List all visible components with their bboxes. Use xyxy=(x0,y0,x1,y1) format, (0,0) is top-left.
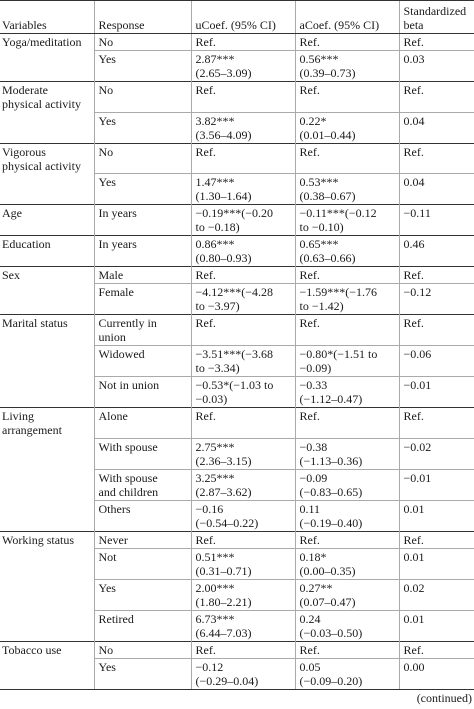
table-row xyxy=(0,143,474,174)
ucoef-cell: Ref. xyxy=(191,315,295,346)
ucoef-cell: Ref. xyxy=(191,531,295,548)
ucoef-cell: Ref. xyxy=(191,267,295,284)
acoef-cell: Ref. xyxy=(295,408,399,439)
beta-cell: −0.01 xyxy=(399,469,474,500)
table-row xyxy=(0,641,474,658)
response-cell: Yes xyxy=(94,579,191,610)
ucoef-cell: −0.53*(−1.03 to −0.03) xyxy=(191,377,295,408)
header-ucoef: uCoef. (95% CI) xyxy=(191,1,295,34)
ucoef-cell: 3.25*** (2.87–3.62) xyxy=(191,469,295,500)
response-cell: No xyxy=(94,82,191,113)
variable-cell xyxy=(0,658,94,689)
table-row xyxy=(0,267,474,284)
table-row xyxy=(0,548,474,579)
variable-cell xyxy=(0,610,94,641)
variable-cell: Yoga/meditation xyxy=(0,34,94,51)
ucoef-cell: Ref. xyxy=(191,408,295,439)
table-row xyxy=(0,205,474,236)
continued-note: (continued) xyxy=(416,691,472,705)
table-row xyxy=(0,112,474,143)
beta-cell: 0.01 xyxy=(399,500,474,531)
response-cell: Yes xyxy=(94,658,191,689)
ucoef-cell: −0.16 (−0.54–0.22) xyxy=(191,500,295,531)
variable-cell xyxy=(0,438,94,469)
table-row xyxy=(0,346,474,377)
ucoef-cell: −0.19***(−0.20 to −0.18) xyxy=(191,205,295,236)
variable-cell xyxy=(0,469,94,500)
ucoef-cell: −4.12***(−4.28 to −3.97) xyxy=(191,284,295,315)
beta-cell: 0.04 xyxy=(399,174,474,205)
ucoef-cell: −0.12 (−0.29–0.04) xyxy=(191,658,295,689)
beta-cell: Ref. xyxy=(399,408,474,439)
table-row xyxy=(0,82,474,113)
variable-cell xyxy=(0,284,94,315)
response-cell: No xyxy=(94,34,191,51)
acoef-cell: Ref. xyxy=(295,315,399,346)
table-row xyxy=(0,531,474,548)
variable-cell xyxy=(0,112,94,143)
beta-cell: Ref. xyxy=(399,267,474,284)
response-cell: Yes xyxy=(94,112,191,143)
ucoef-cell: 2.00*** (1.80–2.21) xyxy=(191,579,295,610)
acoef-cell: Ref. xyxy=(295,82,399,113)
variable-cell: Vigorous physical activity xyxy=(0,143,94,174)
acoef-cell: Ref. xyxy=(295,531,399,548)
variable-cell: Tobacco use xyxy=(0,641,94,658)
beta-cell: 0.01 xyxy=(399,548,474,579)
beta-cell: −0.02 xyxy=(399,438,474,469)
acoef-cell: 0.22* (0.01–0.44) xyxy=(295,112,399,143)
acoef-cell: 0.24 (−0.03–0.50) xyxy=(295,610,399,641)
response-cell: Yes xyxy=(94,51,191,82)
acoef-cell: −0.38 (−1.13–0.36) xyxy=(295,438,399,469)
acoef-cell: 0.53*** (0.38–0.67) xyxy=(295,174,399,205)
beta-cell: Ref. xyxy=(399,641,474,658)
acoef-cell: 0.05 (−0.09–0.20) xyxy=(295,658,399,689)
beta-cell: 0.00 xyxy=(399,658,474,689)
table-row xyxy=(0,51,474,82)
header-variables: Variables xyxy=(0,1,94,34)
variable-cell: Moderate physical activity xyxy=(0,82,94,113)
table-row xyxy=(0,658,474,689)
variable-cell: Education xyxy=(0,236,94,267)
response-cell: With spouse xyxy=(94,438,191,469)
acoef-cell: −0.09 (−0.83–0.65) xyxy=(295,469,399,500)
header-row xyxy=(0,1,474,34)
ucoef-cell: 2.75*** (2.36–3.15) xyxy=(191,438,295,469)
acoef-cell: −0.80*(−1.51 to −0.09) xyxy=(295,346,399,377)
acoef-cell: Ref. xyxy=(295,267,399,284)
table-row xyxy=(0,579,474,610)
beta-cell: 0.02 xyxy=(399,579,474,610)
response-cell: Widowed xyxy=(94,346,191,377)
table-row xyxy=(0,469,474,500)
acoef-cell: Ref. xyxy=(295,34,399,51)
variable-cell: Marital status xyxy=(0,315,94,346)
response-cell: Yes xyxy=(94,174,191,205)
table-row xyxy=(0,315,474,346)
variable-cell xyxy=(0,377,94,408)
variable-cell: Working status xyxy=(0,531,94,548)
variable-cell xyxy=(0,579,94,610)
variable-cell: Age xyxy=(0,205,94,236)
ucoef-cell: −3.51***(−3.68 to −3.34) xyxy=(191,346,295,377)
response-cell: Female xyxy=(94,284,191,315)
ucoef-cell: 0.86*** (0.80–0.93) xyxy=(191,236,295,267)
table-row xyxy=(0,500,474,531)
ucoef-cell: Ref. xyxy=(191,641,295,658)
header-response: Response xyxy=(94,1,191,34)
ucoef-cell: 1.47*** (1.30–1.64) xyxy=(191,174,295,205)
ucoef-cell: 6.73*** (6.44–7.03) xyxy=(191,610,295,641)
response-cell: Not xyxy=(94,548,191,579)
beta-cell: Ref. xyxy=(399,143,474,174)
response-cell: Never xyxy=(94,531,191,548)
acoef-cell: 0.27** (0.07–0.47) xyxy=(295,579,399,610)
acoef-cell: −0.11***(−0.12 to −0.10) xyxy=(295,205,399,236)
response-cell: Alone xyxy=(94,408,191,439)
ucoef-cell: 0.51*** (0.31–0.71) xyxy=(191,548,295,579)
variable-cell: Sex xyxy=(0,267,94,284)
acoef-cell: 0.56*** (0.39–0.73) xyxy=(295,51,399,82)
table-row xyxy=(0,34,474,51)
table-row xyxy=(0,408,474,439)
variable-cell xyxy=(0,51,94,82)
table-row xyxy=(0,174,474,205)
variable-cell xyxy=(0,174,94,205)
response-cell: In years xyxy=(94,205,191,236)
response-cell: Currently in union xyxy=(94,315,191,346)
header-acoef: aCoef. (95% CI) xyxy=(295,1,399,34)
response-cell: Not in union xyxy=(94,377,191,408)
response-cell: Others xyxy=(94,500,191,531)
response-cell: No xyxy=(94,143,191,174)
beta-cell: Ref. xyxy=(399,82,474,113)
variable-cell xyxy=(0,548,94,579)
ucoef-cell: Ref. xyxy=(191,82,295,113)
ucoef-cell: Ref. xyxy=(191,143,295,174)
response-cell: Male xyxy=(94,267,191,284)
beta-cell: 0.04 xyxy=(399,112,474,143)
variable-cell xyxy=(0,346,94,377)
ucoef-cell: 3.82*** (3.56–4.09) xyxy=(191,112,295,143)
beta-cell: −0.11 xyxy=(399,205,474,236)
response-cell: In years xyxy=(94,236,191,267)
beta-cell: −0.12 xyxy=(399,284,474,315)
response-cell: Retired xyxy=(94,610,191,641)
beta-cell: Ref. xyxy=(399,315,474,346)
acoef-cell: 0.18* (0.00–0.35) xyxy=(295,548,399,579)
acoef-cell: 0.11 (−0.19–0.40) xyxy=(295,500,399,531)
variable-cell xyxy=(0,500,94,531)
beta-cell: Ref. xyxy=(399,531,474,548)
variable-cell: Living arrangement xyxy=(0,408,94,439)
response-cell: No xyxy=(94,641,191,658)
acoef-cell: −0.33 (−1.12–0.47) xyxy=(295,377,399,408)
table-row xyxy=(0,236,474,267)
beta-cell: Ref. xyxy=(399,34,474,51)
table-row xyxy=(0,610,474,641)
table-row xyxy=(0,438,474,469)
beta-cell: 0.46 xyxy=(399,236,474,267)
table-row xyxy=(0,377,474,408)
beta-cell: 0.03 xyxy=(399,51,474,82)
beta-cell: 0.01 xyxy=(399,610,474,641)
ucoef-cell: Ref. xyxy=(191,34,295,51)
response-cell: With spouse and children xyxy=(94,469,191,500)
beta-cell: −0.01 xyxy=(399,377,474,408)
acoef-cell: −1.59***(−1.76 to −1.42) xyxy=(295,284,399,315)
beta-cell: −0.06 xyxy=(399,346,474,377)
table-row xyxy=(0,284,474,315)
header-beta: Standardized beta xyxy=(399,1,474,34)
acoef-cell: Ref. xyxy=(295,641,399,658)
ucoef-cell: 2.87*** (2.65–3.09) xyxy=(191,51,295,82)
acoef-cell: Ref. xyxy=(295,143,399,174)
acoef-cell: 0.65*** (0.63–0.66) xyxy=(295,236,399,267)
